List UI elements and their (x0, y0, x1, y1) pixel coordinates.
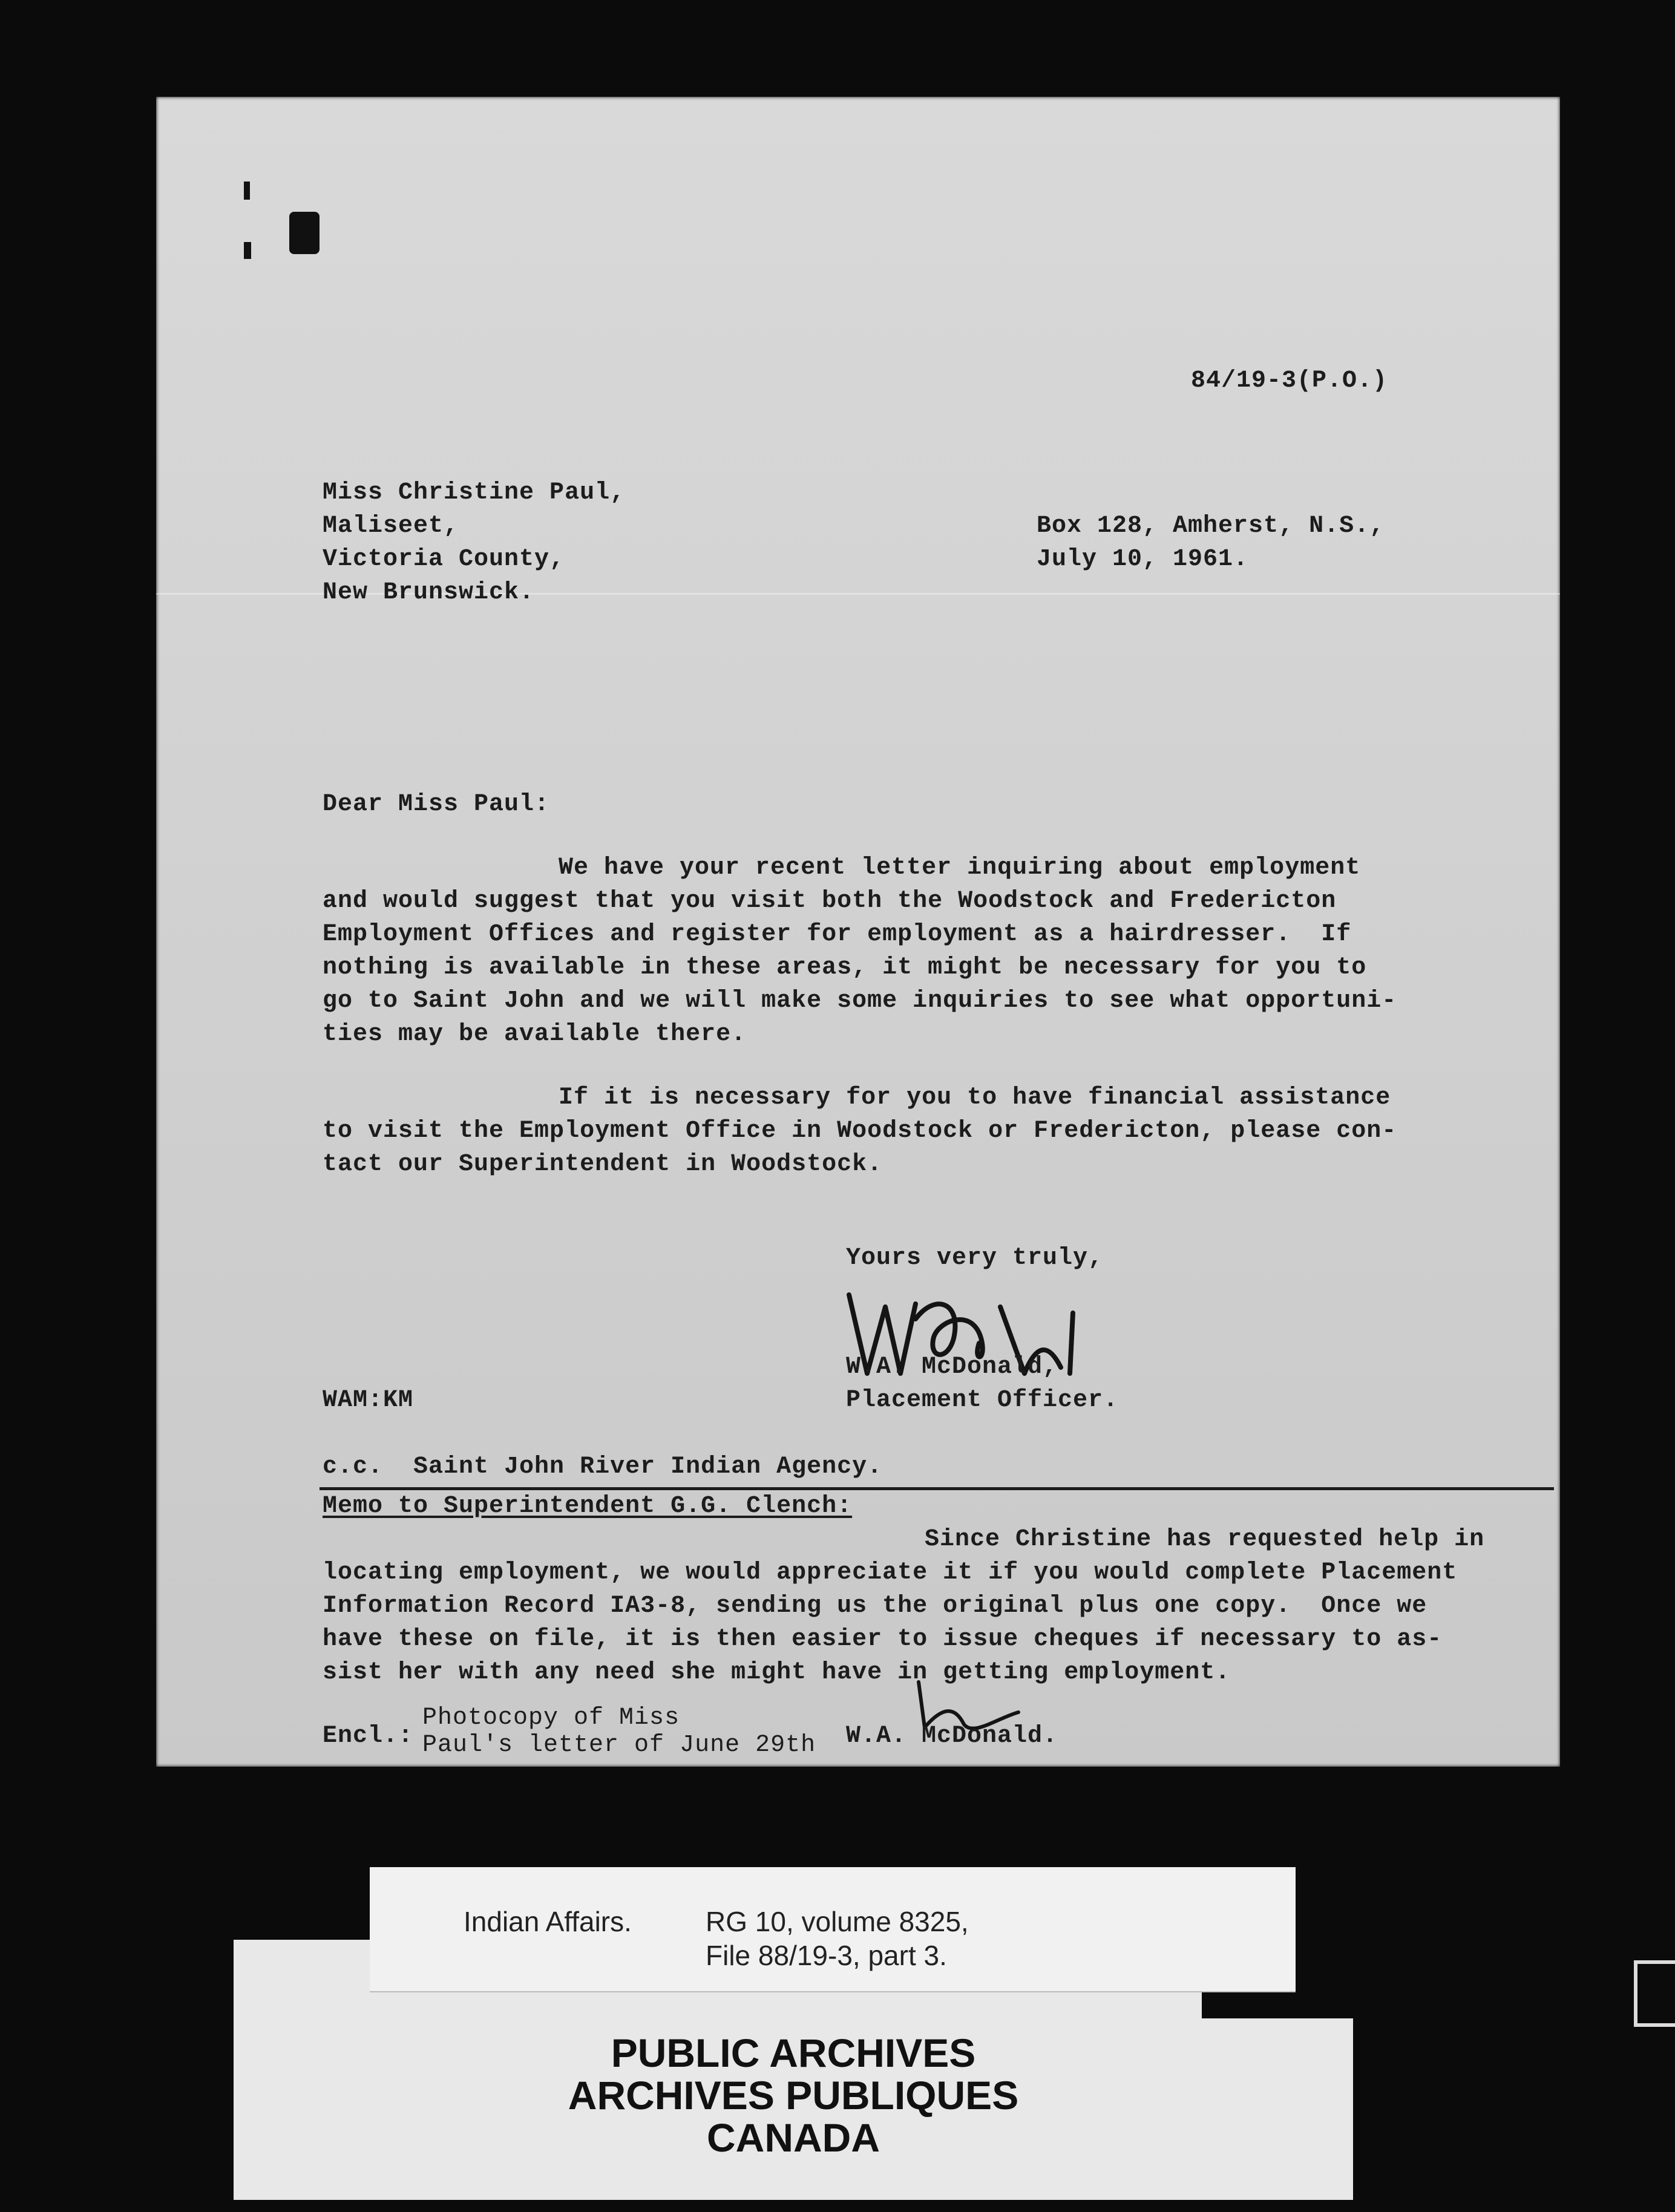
file-reference: 84/19-3(P.O.) (1191, 367, 1388, 394)
archives-title-line: PUBLIC ARCHIVES (611, 2030, 976, 2075)
memo-signer: W.A. McDonald. (846, 1723, 1058, 1750)
paragraph-line: nothing is available in these areas, it might be necessary for you to (323, 954, 1367, 981)
memo-line: have these on file, it is then easier to issue cheques if necessary to as- (323, 1626, 1443, 1653)
salutation: Dear Miss Paul: (323, 791, 550, 818)
enclosure-label: Encl.: (323, 1723, 414, 1750)
paragraph-line: We have your recent letter inquiring about employment (559, 854, 1361, 882)
recipient-line: Maliseet, (323, 512, 459, 540)
typist-initials: WAM:KM (323, 1387, 414, 1414)
memo-line: Information Record IA3-8, sending us the original plus one copy. Once we (323, 1592, 1428, 1620)
sender-address: Box 128, Amherst, N.S., (1037, 512, 1385, 540)
signer-title: Placement Officer. (846, 1387, 1119, 1414)
punch-mark (244, 182, 250, 200)
recipient-line: Miss Christine Paul, (323, 479, 626, 506)
letter-page (156, 97, 1560, 1767)
punch-mark (244, 242, 251, 259)
closing: Yours very truly, (846, 1245, 1104, 1272)
recipient-line: New Brunswick. (323, 579, 535, 606)
film-frame-mark (1634, 1960, 1675, 2027)
enclosure-line: Paul's letter of June 29th (422, 1732, 816, 1759)
reference-line: File 88/19-3, part 3. (706, 1940, 947, 1971)
paragraph-line: ties may be available there. (323, 1021, 747, 1048)
card-notch (234, 1867, 370, 1940)
signer-name: W.A. McDonald, (846, 1353, 1058, 1381)
paragraph-line: go to Saint John and we will make some inquiries to see what opportuni- (323, 987, 1397, 1015)
letter-date: July 10, 1961. (1037, 546, 1249, 573)
archives-title-line: ARCHIVES PUBLIQUES (568, 2073, 1019, 2118)
paragraph-line: and would suggest that you visit both the Woodstock and Fredericton (323, 888, 1337, 915)
paragraph-line: If it is necessary for you to have financial assistance (559, 1084, 1391, 1111)
paragraph-line: to visit the Employment Office in Woodstock or Fredericton, please con- (323, 1117, 1397, 1145)
punch-mark (289, 212, 320, 254)
memo-heading: Memo to Superintendent G.G. Clench: (323, 1493, 853, 1520)
memo-line: Since Christine has requested help in (925, 1526, 1485, 1553)
enclosure-line: Photocopy of Miss (422, 1704, 680, 1732)
archives-title-line: CANADA (707, 2115, 880, 2160)
reference-line: RG 10, volume 8325, (706, 1906, 969, 1937)
memo-line: locating employment, we would appreciate it if you would complete Placement (323, 1559, 1458, 1586)
memo-line: sist her with any need she might have in getting employment. (323, 1659, 1231, 1686)
fonds-name: Indian Affairs. (464, 1906, 632, 1937)
recipient-line: Victoria County, (323, 546, 565, 573)
paragraph-line: Employment Offices and register for employment as a hairdresser. If (323, 921, 1352, 948)
reference-label (370, 1867, 1296, 1992)
archive-label-card (234, 1867, 1353, 2200)
paragraph-line: tact our Superintendent in Woodstock. (323, 1151, 883, 1178)
carbon-copy: c.c. Saint John River Indian Agency. (323, 1453, 883, 1481)
